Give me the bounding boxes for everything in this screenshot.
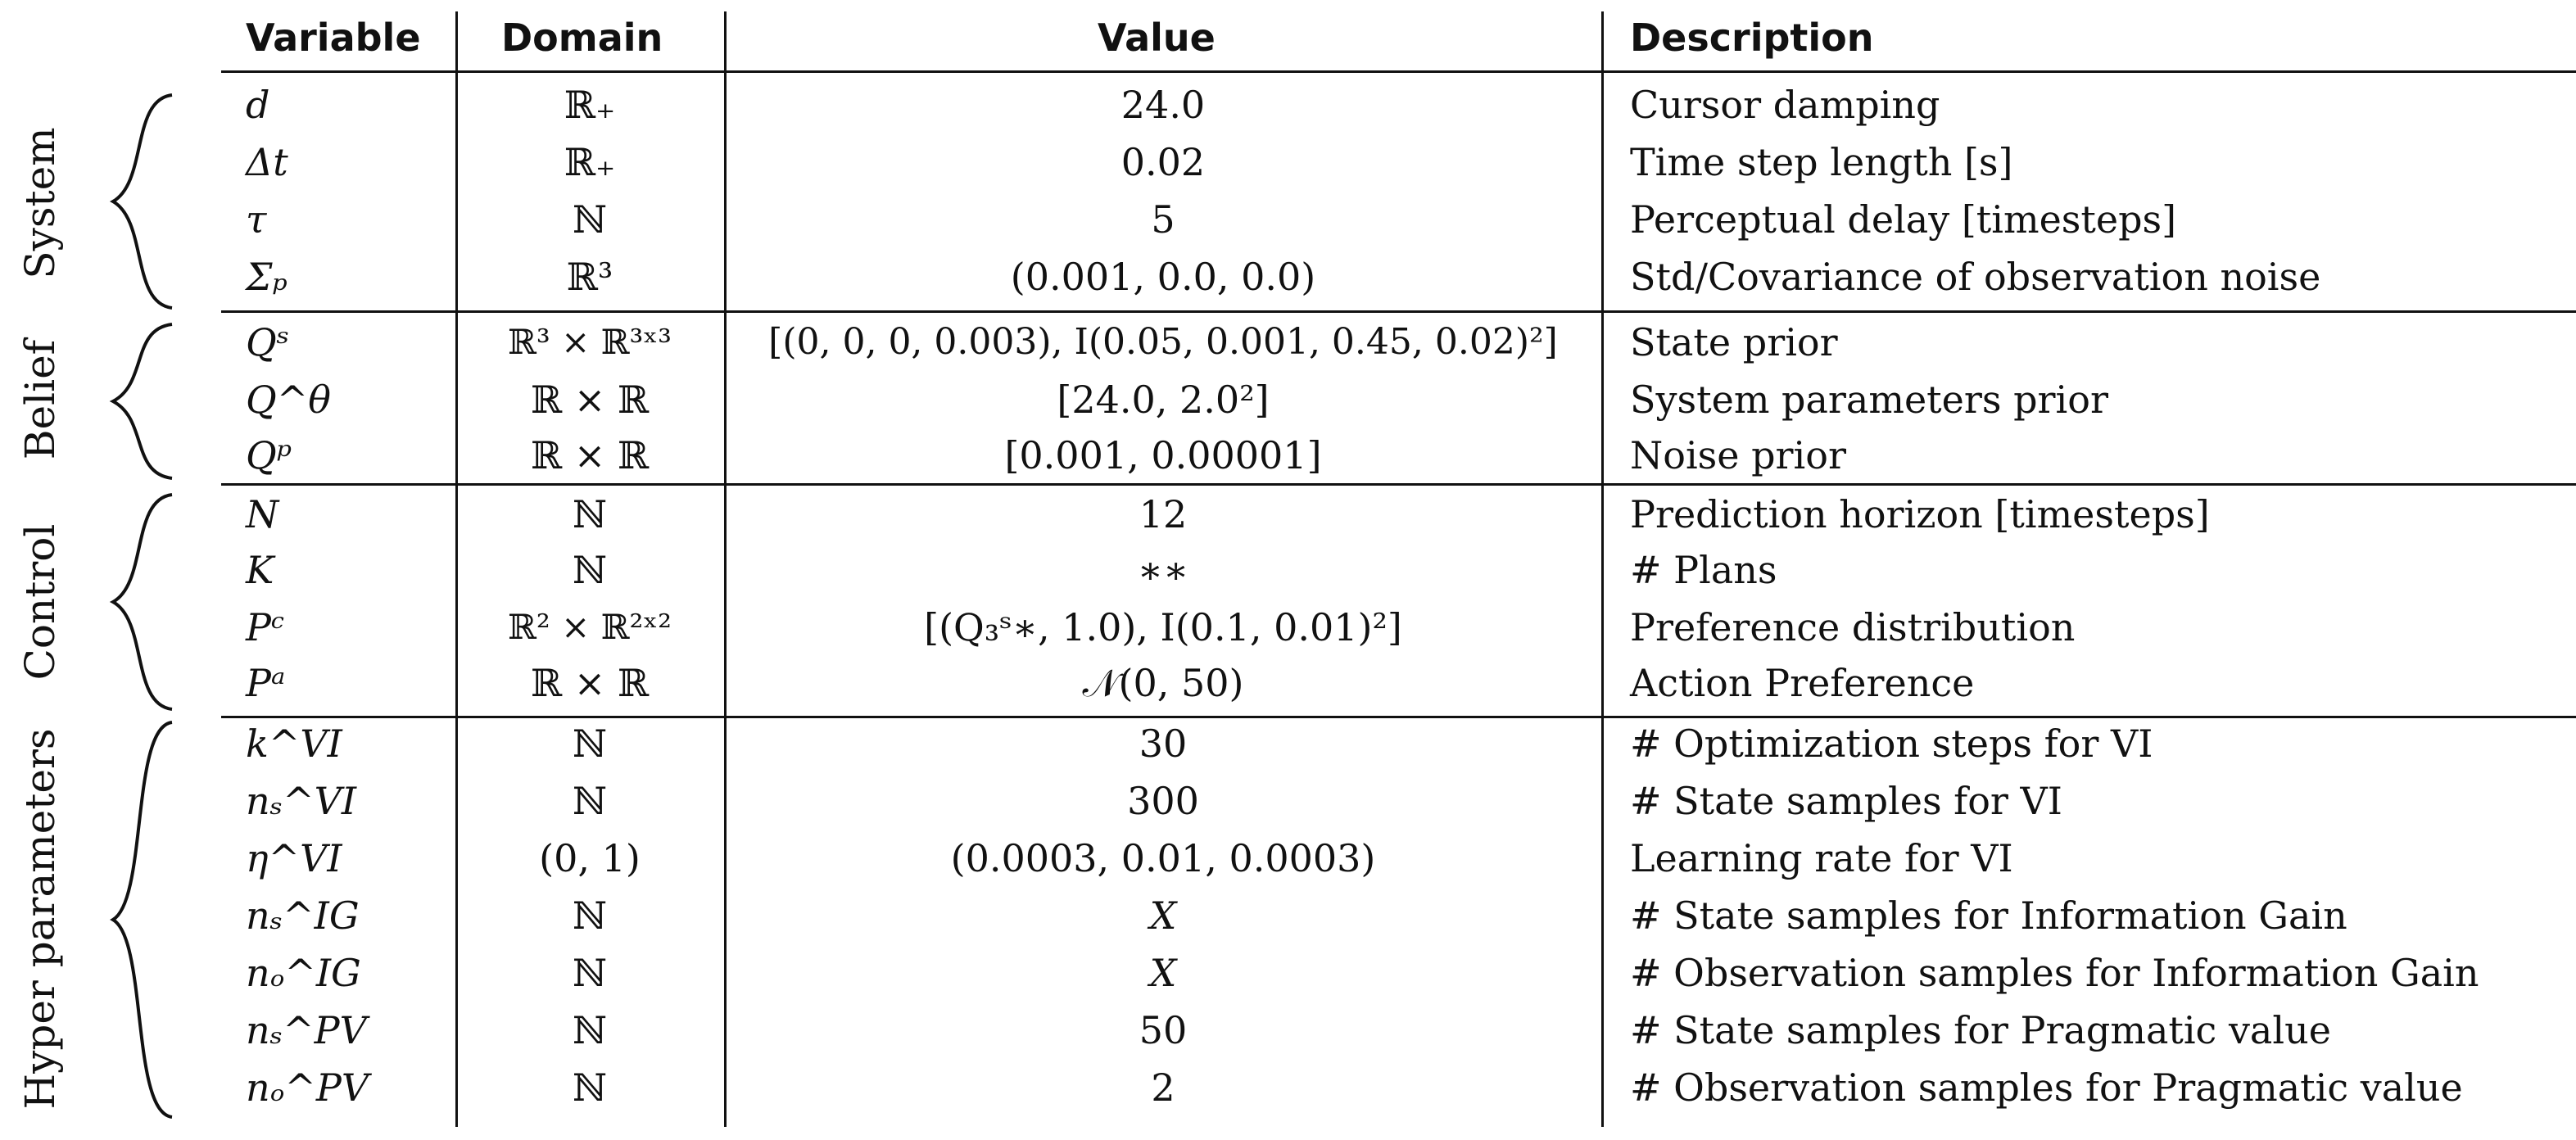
table-row: [0, 542, 2576, 598]
table-row: [0, 1002, 2576, 1058]
group-label-control: Control: [16, 523, 64, 681]
cell-description: Perceptual delay [timesteps]: [1630, 197, 2177, 242]
cell-value: 300: [1127, 779, 1199, 823]
cell-value: X: [1149, 951, 1177, 995]
header-variable: Variable: [246, 16, 421, 60]
group-label-belief: Belief: [16, 339, 64, 460]
cell-variable: Qᵖ: [246, 433, 292, 477]
cell-description: # Optimization steps for VI: [1630, 722, 2153, 766]
table-row: [0, 77, 2576, 133]
cell-variable: k^VI: [246, 722, 342, 766]
table-row: [0, 314, 2576, 370]
cell-variable: Σₚ: [246, 255, 287, 299]
cell-description: # Observation samples for Pragmatic value: [1630, 1065, 2463, 1110]
cell-domain: ℕ: [572, 722, 608, 766]
cell-variable: nₛ^VI: [246, 779, 357, 823]
cell-domain: ℝ³ × ℝ³ˣ³: [507, 322, 672, 362]
cell-variable: nₒ^IG: [246, 951, 361, 995]
cell-value: [0.001, 0.00001]: [1004, 433, 1322, 477]
cell-variable: Δt: [246, 140, 288, 184]
cell-description: # State samples for VI: [1630, 779, 2062, 823]
cell-description: Time step length [s]: [1630, 140, 2013, 184]
cell-domain: ℝ × ℝ: [530, 433, 650, 477]
cell-value: 24.0: [1120, 83, 1206, 127]
cell-description: Prediction horizon [timesteps]: [1630, 492, 2210, 536]
cell-domain: ℝ₊: [564, 83, 616, 127]
table-row: [0, 888, 2576, 943]
cell-value: 5: [1151, 197, 1175, 242]
cell-variable: N: [246, 492, 279, 536]
cell-variable: Pᶜ: [246, 605, 285, 649]
cell-domain: ℕ: [572, 1008, 608, 1052]
table-row: [0, 372, 2576, 428]
cell-variable: Q^θ: [246, 378, 331, 422]
cell-description: # State samples for Information Gain: [1630, 893, 2347, 938]
group-rule: [221, 310, 2576, 313]
table-row: [0, 249, 2576, 305]
cell-domain: ℝ × ℝ: [530, 378, 650, 422]
cell-domain: ℝ² × ℝ²ˣ²: [507, 607, 672, 647]
cell-value: [(Q₃ˢ∗, 1.0), I(0.1, 0.01)²]: [924, 605, 1402, 649]
table-row: [0, 655, 2576, 711]
cell-value: (0.0003, 0.01, 0.0003): [950, 836, 1376, 880]
table-row: [0, 830, 2576, 886]
group-label-hyper-parameters: Hyper parameters: [16, 728, 64, 1110]
cell-domain: (0, 1): [539, 836, 641, 880]
table-row: [0, 599, 2576, 655]
cell-description: # Observation samples for Information Gain: [1630, 951, 2479, 995]
header-description: Description: [1630, 16, 1874, 60]
cell-value: 30: [1139, 722, 1188, 766]
table-row: [0, 134, 2576, 190]
cell-description: Noise prior: [1630, 433, 1846, 477]
cell-description: Preference distribution: [1630, 605, 2076, 649]
cell-domain: ℕ: [572, 492, 608, 536]
cell-description: Cursor damping: [1630, 83, 1940, 127]
table-row: [0, 773, 2576, 829]
cell-value: [24.0, 2.0²]: [1057, 378, 1270, 422]
table-row: [0, 716, 2576, 771]
cell-value: X: [1149, 893, 1177, 938]
cell-domain: ℝ × ℝ: [530, 661, 650, 705]
cell-variable: τ: [246, 197, 267, 242]
cell-description: # Plans: [1630, 548, 1777, 592]
table-row: [0, 486, 2576, 542]
cell-domain: ℕ: [572, 197, 608, 242]
group-label-system: System: [16, 127, 64, 279]
cell-domain: ℝ³: [566, 255, 613, 299]
cell-domain: ℕ: [572, 548, 608, 592]
cell-variable: nₒ^PV: [246, 1065, 369, 1110]
cell-domain: ℝ₊: [564, 140, 616, 184]
cell-variable: Qˢ: [246, 320, 290, 364]
cell-variable: d: [246, 83, 270, 127]
cell-variable: η^VI: [246, 836, 342, 880]
cell-value: 12: [1139, 492, 1188, 536]
cell-value: 2: [1151, 1065, 1175, 1110]
table-row: [0, 192, 2576, 247]
cell-domain: ℕ: [572, 951, 608, 995]
cell-description: State prior: [1630, 320, 1838, 364]
cell-domain: ℕ: [572, 893, 608, 938]
cell-variable: K: [246, 548, 274, 592]
cell-value: ∗∗: [1137, 548, 1189, 592]
cell-variable: Pᵃ: [246, 661, 286, 705]
cell-description: Action Preference: [1630, 661, 1975, 705]
cell-variable: nₛ^PV: [246, 1008, 367, 1052]
cell-description: # State samples for Pragmatic value: [1630, 1008, 2331, 1052]
cell-description: Std/Covariance of observation noise: [1630, 255, 2321, 299]
header-rule: [221, 70, 2576, 73]
cell-domain: ℕ: [572, 1065, 608, 1110]
cell-value: 50: [1139, 1008, 1188, 1052]
cell-value: 0.02: [1120, 140, 1206, 184]
table-row: [0, 945, 2576, 1001]
cell-domain: ℕ: [572, 779, 608, 823]
cell-value: (0.001, 0.0, 0.0): [1010, 255, 1316, 299]
group-rule: [221, 483, 2576, 486]
cell-value: 𝒩(0, 50): [1082, 661, 1244, 705]
cell-description: Learning rate for VI: [1630, 836, 2013, 880]
header-value: Value: [1098, 16, 1216, 60]
cell-description: System parameters prior: [1630, 378, 2108, 422]
cell-variable: nₛ^IG: [246, 893, 360, 938]
cell-value: [(0, 0, 0, 0.003), I(0.05, 0.001, 0.45, 0.02)²]: [768, 321, 1558, 363]
table-row: [0, 428, 2576, 483]
header-domain: Domain: [501, 16, 663, 60]
table-row: [0, 1060, 2576, 1115]
